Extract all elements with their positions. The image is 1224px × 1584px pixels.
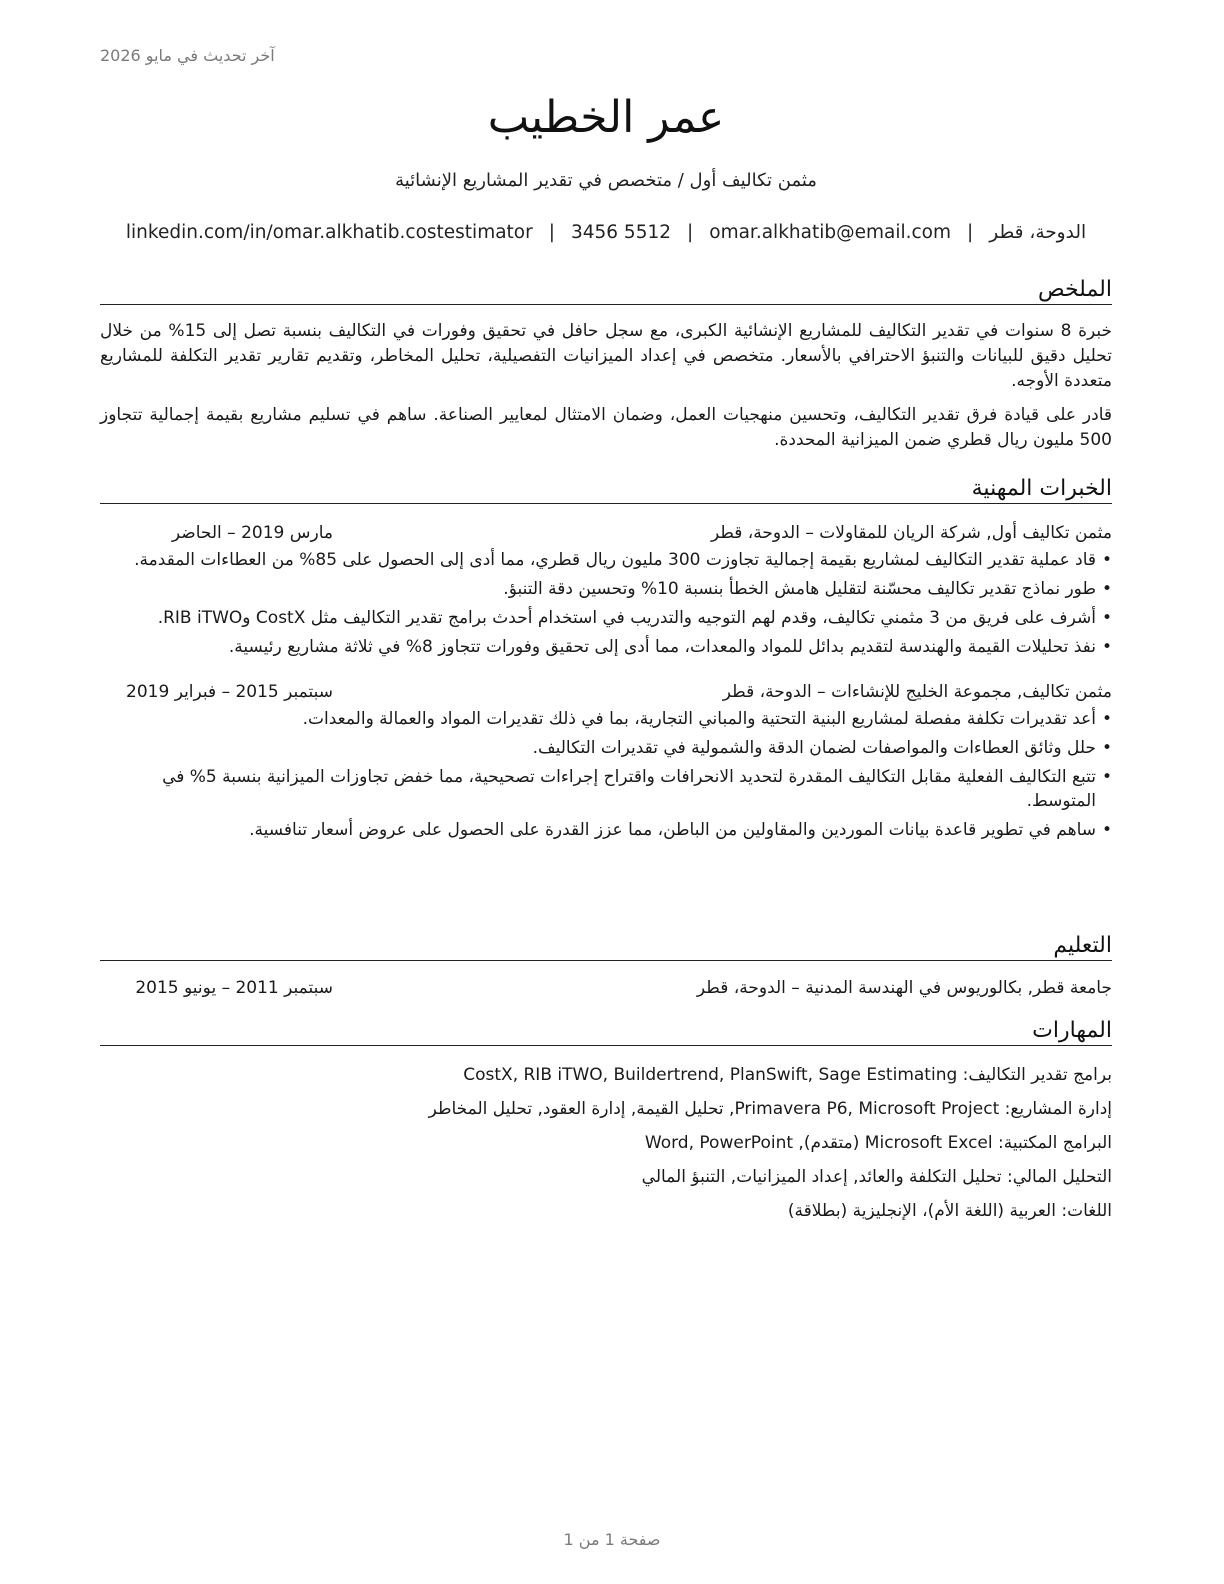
experience-heading: الخبرات المهنية — [100, 475, 1112, 504]
bullet-icon: • — [1101, 709, 1112, 729]
job-role: مثمن تكاليف, مجموعة الخليج للإنشاءات – الدوحة، قطر — [722, 682, 1112, 702]
bullet-icon: • — [1101, 579, 1112, 599]
bullet-text: نفذ تحليلات القيمة والهندسة لتقديم بدائل للمواد والمعدات، مما أدى إلى تحقيق وفورات تتجاوز 8% في ثلاثة مشاريع رئيسية. — [228, 637, 1096, 657]
bullet-text: أعد تقديرات تكلفة مفصلة لمشاريع البنية التحتية والمباني التجارية، بما في ذلك تقديرات المواد والعمالة والمعدات. — [302, 709, 1096, 729]
education-section — [100, 932, 1112, 1001]
skills-list — [100, 1058, 1112, 1228]
skill-value: Primavera P6, Microsoft Project, تحليل القيمة, إدارة العقود, تحليل المخاطر — [428, 1099, 1000, 1119]
candidate-name: عمر الخطيب — [487, 92, 725, 143]
bullet-text: تتبع التكاليف الفعلية مقابل التكاليف المقدرة لتحديد الانحرافات واقتراح إجراءات تصحيحية، مما خفض تجاوزات الميزانية بنسبة 5% في المتوسط. — [162, 767, 1096, 811]
skill-value: CostX, RIB iTWO, Buildertrend, PlanSwift, Sage Estimating — [463, 1065, 958, 1085]
skill-line — [100, 1092, 1112, 1126]
list-item — [100, 736, 1112, 760]
bullet-text: أشرف على فريق من 3 مثمني تكاليف، وقدم لهم التوجيه والتدريب في استخدام أحدث برامج تقدير التكاليف مثل CostX وRIB iTWO. — [157, 608, 1096, 628]
summary-paragraph: قادر على قيادة فرق تقدير التكاليف، وتحسين منهجيات العمل، وضمان الامتثال لمعايير الصناعة. ساهم في تسليم مشاريع بقيمة إجمالية تتجاوز 500 مليون ريال قطري ضمن الميزانية المحددة. — [100, 405, 1112, 450]
bullet-icon: • — [1101, 608, 1112, 628]
job-header — [100, 679, 1112, 705]
bullet-text: ساهم في تطوير قاعدة بيانات الموردين والمقاولين من الباطن، مما عزز القدرة على الحصول على عروض أسعار تنافسية. — [249, 820, 1096, 840]
bullet-icon: • — [1101, 767, 1112, 787]
list-item — [100, 606, 1112, 630]
list-item — [100, 548, 1112, 572]
skill-label: التحليل المالي: — [1006, 1167, 1112, 1187]
bullet-text: طور نماذج تقدير تكاليف محسّنة لتقليل هامش الخطأ بنسبة 10% وتحسين دقة التنبؤ. — [503, 579, 1096, 599]
list-item — [100, 577, 1112, 601]
education-dates: سبتمبر 2011 – يونيو 2015 — [135, 978, 333, 998]
job-entry — [100, 679, 1112, 842]
skills-section — [100, 1017, 1112, 1228]
candidate-title: مثمن تكاليف أول / متخصص في تقدير المشاريع الإنشائية — [395, 170, 817, 191]
bullet-text: حلل وثائق العطاءات والمواصفات لضمان الدقة والشمولية في تقديرات التكاليف. — [532, 738, 1096, 758]
skill-label: البرامج المكتبية: — [998, 1133, 1112, 1153]
contact-location: الدوحة، قطر — [989, 222, 1087, 243]
list-item — [100, 707, 1112, 731]
list-item — [100, 818, 1112, 842]
skill-value: تحليل التكلفة والعائد, إعداد الميزانيات, التنبؤ المالي — [641, 1167, 1002, 1187]
summary-paragraph: خبرة 8 سنوات في تقدير التكاليف للمشاريع الإنشائية الكبرى، مع سجل حافل في تحقيق وفورات في التكاليف بنسبة تصل إلى 15% من خلال تحليل دقيق للبيانات والتنبؤ الاحترافي بالأسعار. متخصص في إعداد الميزانيات التفصيلية، تحليل المخاطر، وتقديم تقارير تقدير التكلفة للمشاريع متعددة الأوجه. — [100, 321, 1112, 391]
summary-heading: الملخص — [100, 276, 1112, 305]
skill-label: برامج تقدير التكاليف: — [962, 1065, 1112, 1085]
skill-line — [100, 1126, 1112, 1160]
job-dates: سبتمبر 2015 – فبراير 2019 — [126, 682, 333, 702]
contact-line — [100, 222, 1112, 243]
skill-value: Microsoft Excel (متقدم), Word, PowerPoint — [644, 1133, 993, 1153]
contact-separator: | — [687, 222, 694, 243]
bullet-text: قاد عملية تقدير التكاليف لمشاريع بقيمة إجمالية تجاوزت 300 مليون ريال قطري، مما أدى إلى الحصول على 85% من العطاءات المقدمة. — [134, 550, 1096, 570]
bullet-icon: • — [1101, 637, 1112, 657]
job-header — [100, 520, 1112, 546]
resume-page — [100, 0, 1112, 1584]
summary-section — [100, 276, 1112, 453]
list-item — [100, 765, 1112, 813]
education-heading: التعليم — [100, 932, 1112, 961]
bullet-icon: • — [1101, 738, 1112, 758]
contact-separator: | — [548, 222, 555, 243]
job-dates: مارس 2019 – الحاضر — [171, 523, 333, 543]
last-updated-note: آخر تحديث في مايو 2026 — [100, 46, 275, 65]
job-bullets — [100, 707, 1112, 842]
experience-section — [100, 475, 1112, 847]
education-entry — [100, 975, 1112, 1001]
job-role: مثمن تكاليف أول, شركة الريان للمقاولات – الدوحة، قطر — [710, 523, 1112, 543]
skill-line — [100, 1058, 1112, 1092]
list-item — [100, 635, 1112, 659]
job-entry — [100, 520, 1112, 659]
contact-phone[interactable]: 3456 5512 — [570, 222, 672, 243]
skill-line — [100, 1160, 1112, 1194]
bullet-icon: • — [1101, 820, 1112, 840]
job-bullets — [100, 548, 1112, 659]
skill-line — [100, 1194, 1112, 1228]
contact-linkedin[interactable]: linkedin.com/in/omar.alkhatib.costestimator — [125, 222, 533, 243]
contact-email[interactable]: omar.alkhatib@email.com — [709, 222, 952, 243]
education-degree: جامعة قطر, بكالوريوس في الهندسة المدنية – الدوحة، قطر — [696, 978, 1112, 998]
skill-label: اللغات: — [1061, 1201, 1112, 1221]
page-number: صفحة 1 من 1 — [563, 1530, 661, 1549]
bullet-icon: • — [1101, 550, 1112, 570]
skills-heading: المهارات — [100, 1017, 1112, 1046]
skill-value: العربية (اللغة الأم)، الإنجليزية (بطلاقة) — [787, 1201, 1056, 1221]
skill-label: إدارة المشاريع: — [1004, 1099, 1112, 1119]
contact-separator: | — [967, 222, 974, 243]
